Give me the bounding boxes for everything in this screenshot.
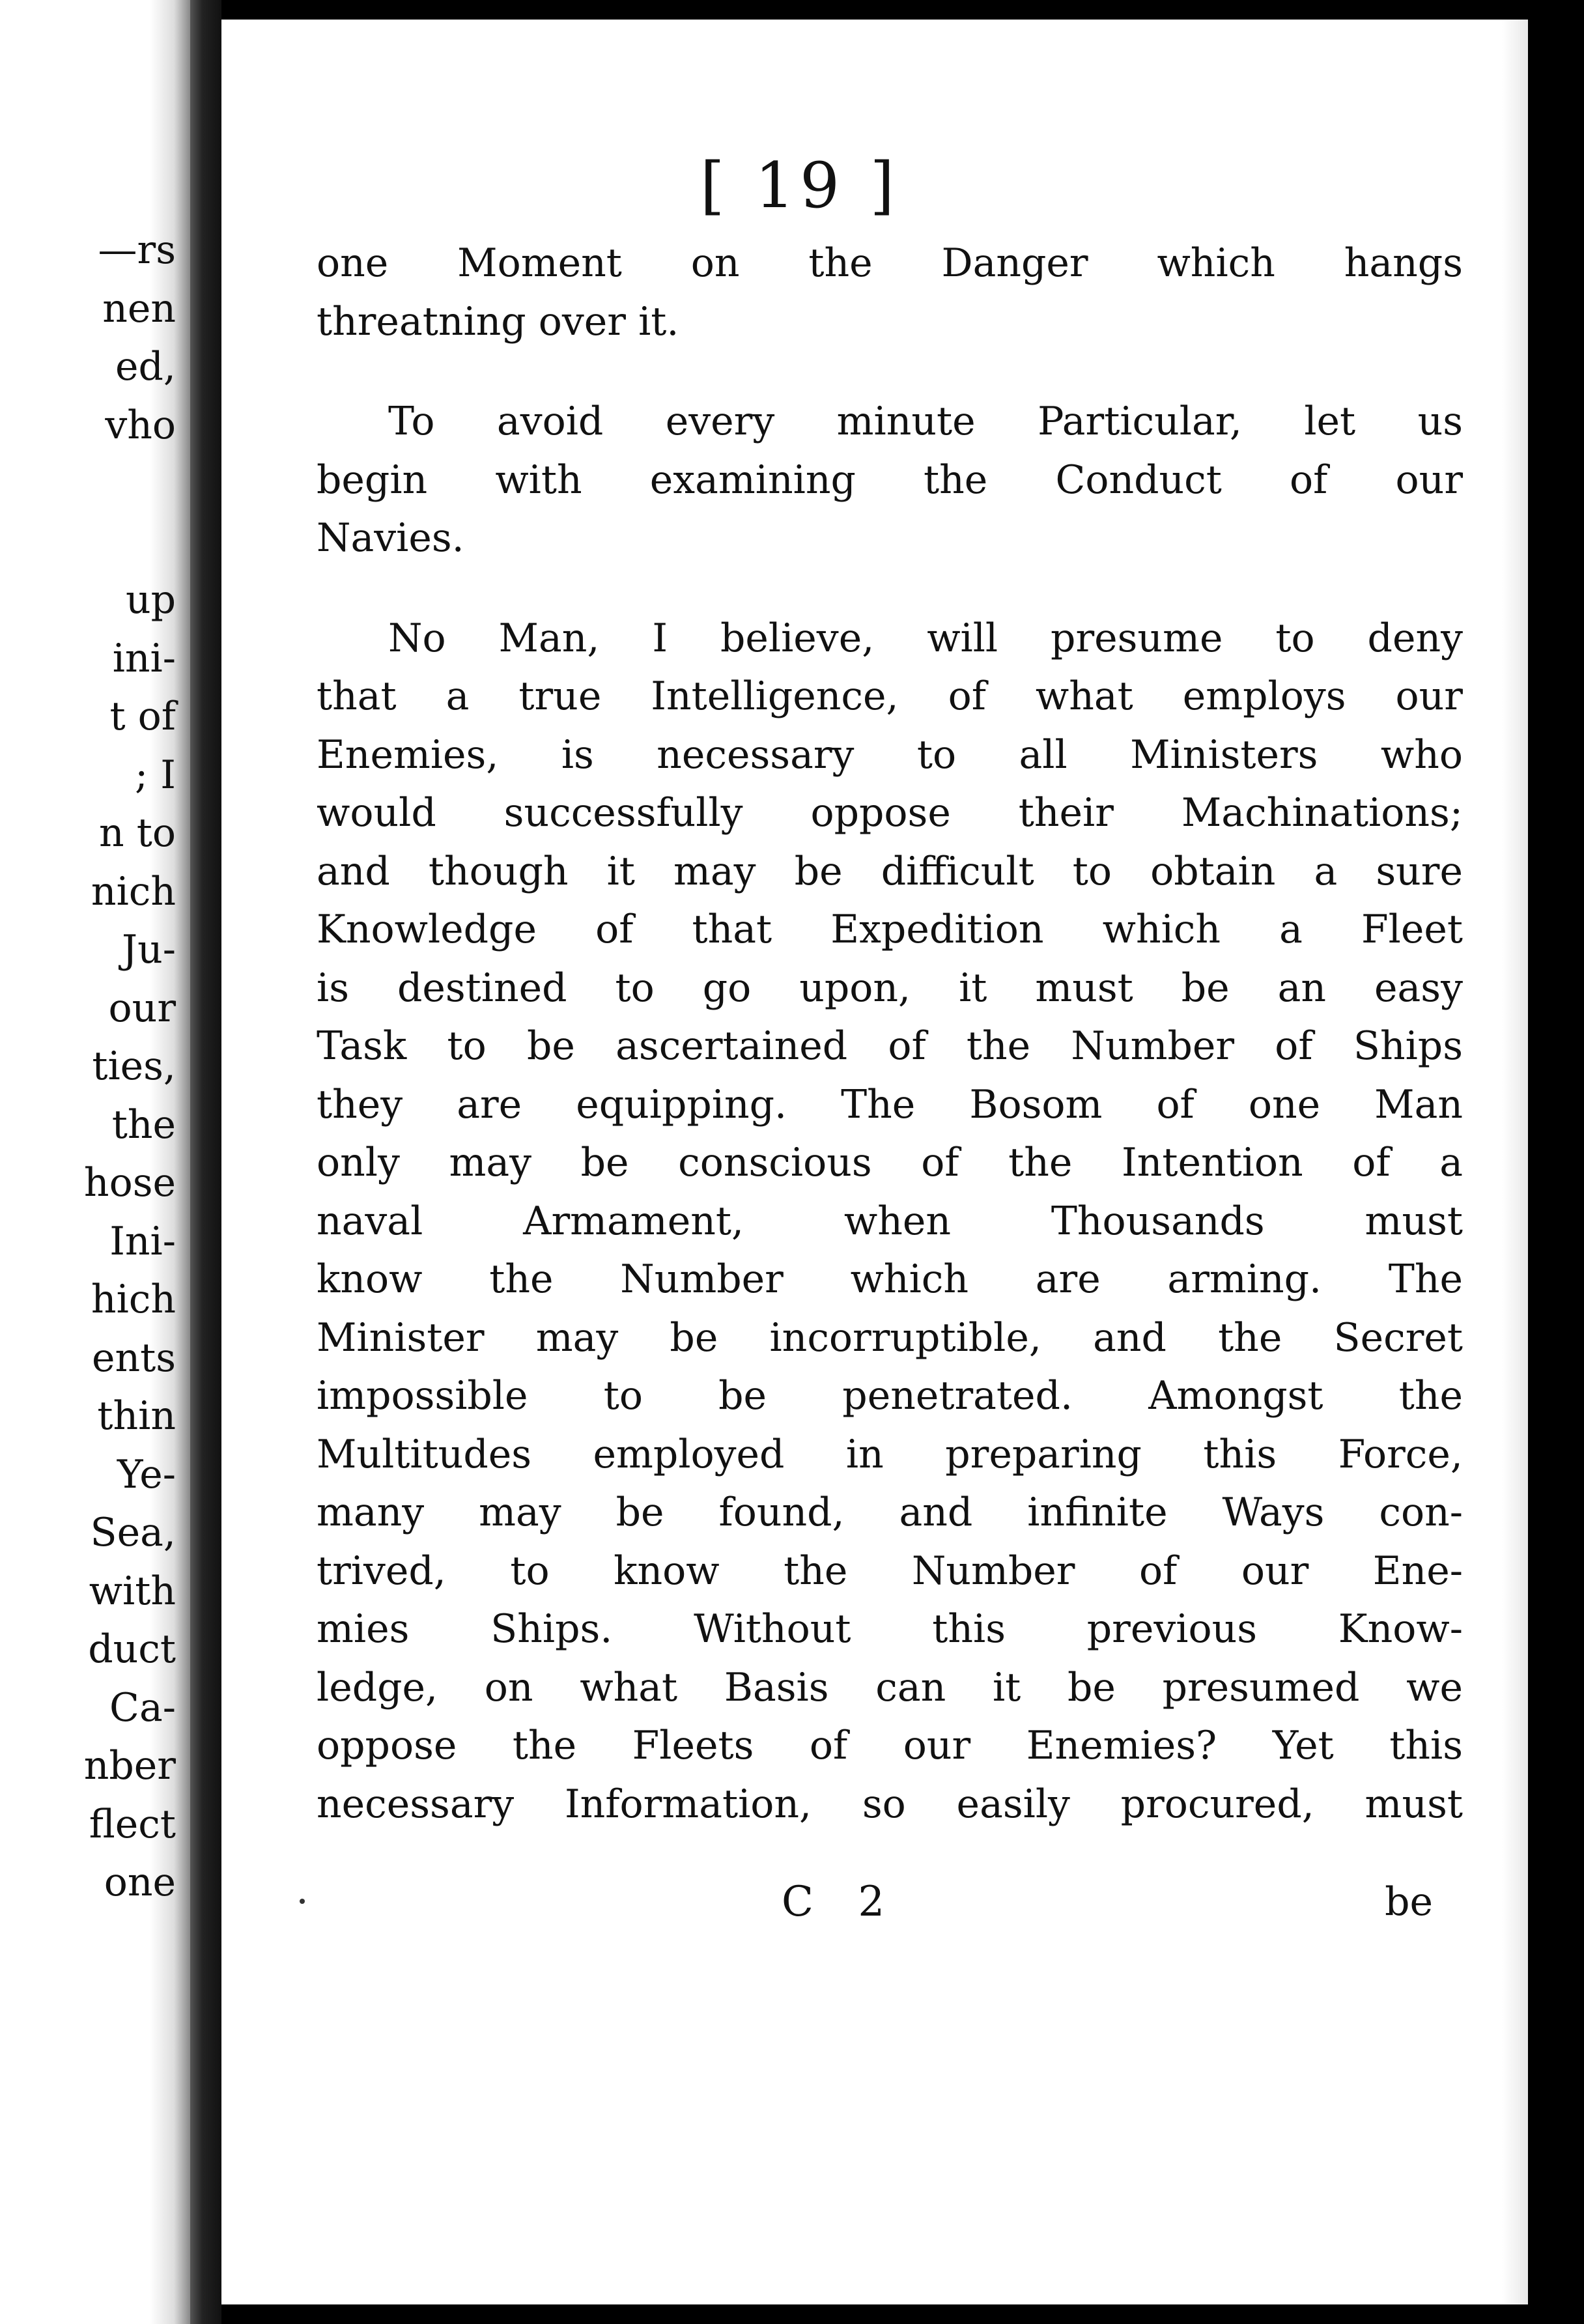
- left-fragment: nen: [102, 285, 176, 332]
- text-line: would successfully oppose their Machinations;: [317, 790, 1463, 836]
- body-text: [317, 234, 1463, 1834]
- text-line: mies Ships. Without this previous Know-: [317, 1606, 1463, 1652]
- text-line: necessary Information, so easily procured, must: [317, 1781, 1463, 1827]
- text-line: No Man, I believe, will presume to deny: [388, 615, 1463, 661]
- ink-speck: [300, 1899, 305, 1904]
- left-fragment: hich: [91, 1277, 176, 1322]
- left-fragment: t of: [109, 694, 176, 739]
- text-line: Navies.: [317, 515, 464, 561]
- left-fragment: [0, 455, 176, 513]
- text-line: Enemies, is necessary to all Ministers who: [317, 731, 1463, 778]
- text-line: To avoid every minute Particular, let us: [388, 399, 1463, 444]
- text-line: Multitudes employed in preparing this Force,: [317, 1431, 1463, 1477]
- left-fragment: hose: [83, 1160, 176, 1206]
- left-page: [0, 0, 190, 2324]
- signature-mark: C 2: [782, 1878, 901, 1926]
- paragraph-gap: [317, 351, 1463, 393]
- left-fragment: with: [89, 1568, 176, 1614]
- left-fragment: Sea,: [90, 1510, 176, 1555]
- text-line: oppose the Fleets of our Enemies? Yet this: [317, 1723, 1463, 1768]
- text-line: naval Armament, when Thousands must: [317, 1198, 1463, 1244]
- left-fragment: n to: [99, 810, 176, 856]
- left-fragment: up: [125, 577, 176, 623]
- text-line: know the Number which are arming. The: [317, 1256, 1463, 1302]
- text-line: only may be conscious of the Intention of a: [317, 1140, 1463, 1185]
- left-fragment: Ju-: [122, 927, 176, 972]
- left-fragment: ; I: [135, 752, 176, 798]
- left-fragment: ties,: [92, 1043, 176, 1089]
- left-fragment: ed,: [115, 344, 176, 390]
- catchline: [300, 1873, 1433, 1931]
- text-line: begin with examining the Conduct of our: [317, 457, 1463, 503]
- catchword: be: [1385, 1879, 1433, 1925]
- text-line: Minister may be incorruptible, and the Secret: [317, 1314, 1463, 1361]
- book-gutter: [190, 0, 221, 2324]
- left-fragment: duct: [88, 1626, 176, 1672]
- text-line: Task to be ascertained of the Number of Ships: [317, 1023, 1463, 1069]
- paragraph: [317, 610, 1463, 1834]
- text-line: threatning over it.: [317, 298, 679, 345]
- left-fragment: nich: [91, 868, 176, 914]
- right-page: [221, 20, 1528, 2304]
- text-line: one Moment on the Danger which hangs: [317, 240, 1463, 286]
- page-edge-shade: [1502, 20, 1528, 2304]
- text-line: is destined to go upon, it must be an easy: [317, 965, 1463, 1011]
- left-fragment: Ye-: [117, 1451, 176, 1497]
- text-line: that a true Intelligence, of what employs our: [317, 673, 1463, 719]
- left-fragment: ents: [91, 1335, 176, 1381]
- text-line: they are equipping. The Bosom of one Man: [317, 1081, 1463, 1127]
- text-line: ledge, on what Basis can it be presumed we: [317, 1664, 1463, 1710]
- left-fragment: [0, 513, 176, 572]
- paragraph: [317, 234, 1463, 351]
- text-line: trived, to know the Number of our Ene-: [317, 1548, 1463, 1594]
- left-fragment: the: [111, 1101, 176, 1148]
- left-page-text-fragments: [0, 221, 176, 1912]
- text-line: and though it may be difficult to obtain a sure: [317, 848, 1463, 894]
- left-fragment: ini-: [112, 635, 176, 681]
- text-line: many may be found, and infinite Ways con-: [317, 1490, 1463, 1535]
- text-line: Knowledge of that Expedition which a Fleet: [317, 907, 1463, 952]
- page-number: [ 19 ]: [700, 149, 900, 222]
- left-fragment: —rs: [98, 227, 176, 273]
- text-line: impossible to be penetrated. Amongst the: [317, 1373, 1463, 1419]
- left-fragment: Ini-: [109, 1218, 176, 1264]
- paragraph: [317, 393, 1463, 568]
- left-fragment: our: [108, 985, 176, 1031]
- left-fragment: one: [104, 1860, 176, 1905]
- paragraph-gap: [317, 568, 1463, 610]
- left-fragment: nber: [83, 1743, 176, 1789]
- left-fragment: Ca-: [109, 1684, 176, 1731]
- left-fragment: thin: [97, 1393, 176, 1439]
- left-fragment: vho: [105, 402, 176, 448]
- left-fragment: flect: [89, 1801, 176, 1847]
